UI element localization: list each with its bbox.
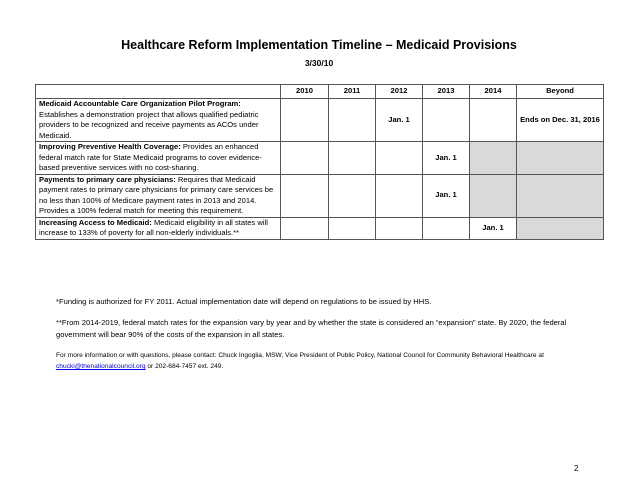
provision-title: Payments to primary care physicians: bbox=[39, 174, 176, 184]
year-cell bbox=[329, 174, 376, 217]
column-header: Beyond bbox=[517, 85, 604, 99]
year-cell: Jan. 1 bbox=[423, 174, 470, 217]
year-cell bbox=[281, 99, 329, 142]
column-header: 2010 bbox=[281, 85, 329, 99]
header-blank-cell bbox=[36, 85, 281, 99]
provision-cell bbox=[36, 217, 281, 239]
year-cell-shaded bbox=[517, 217, 604, 239]
provision-title: Improving Preventive Health Coverage: bbox=[39, 142, 181, 151]
year-cell-shaded bbox=[470, 142, 517, 175]
year-cell bbox=[281, 174, 329, 217]
provision-cell bbox=[36, 174, 281, 217]
column-header: 2011 bbox=[329, 85, 376, 99]
table-header-row bbox=[36, 85, 604, 99]
year-cell bbox=[376, 142, 423, 175]
year-cell bbox=[329, 142, 376, 175]
year-cell-shaded bbox=[517, 142, 604, 175]
column-header: 2012 bbox=[376, 85, 423, 99]
provision-cell bbox=[36, 99, 281, 142]
year-cell: Jan. 1 bbox=[423, 142, 470, 175]
year-cell: Ends on Dec. 31, 2016 bbox=[517, 99, 604, 142]
contact-text: For more information or with questions, please contact: Chuck Ingoglia, MSW, Vice President of Public Policy, National Council for Community Behavioral Healthcare at bbox=[56, 352, 544, 359]
year-cell bbox=[329, 99, 376, 142]
year-cell bbox=[281, 142, 329, 175]
year-cell bbox=[376, 217, 423, 239]
contact-email-link[interactable]: chucki@thenationalcouncil.org bbox=[56, 363, 146, 370]
column-header: 2013 bbox=[423, 85, 470, 99]
page-number: 2 bbox=[574, 464, 579, 473]
year-cell: Jan. 1 bbox=[470, 217, 517, 239]
document-date: 3/30/10 bbox=[304, 58, 334, 68]
provision-title: Medicaid Accountable Care Organization Pilot Program: bbox=[39, 99, 241, 108]
page-title: Healthcare Reform Implementation Timeline – Medicaid Provisions bbox=[121, 38, 517, 52]
column-header: 2014 bbox=[470, 85, 517, 99]
year-cell bbox=[423, 99, 470, 142]
table-row bbox=[36, 217, 604, 239]
contact-phone-text: or 202-684-7457 ext. 249. bbox=[145, 363, 224, 370]
year-cell bbox=[376, 174, 423, 217]
table-row bbox=[36, 99, 604, 142]
year-cell bbox=[423, 217, 470, 239]
table-row bbox=[36, 174, 604, 217]
year-cell: Jan. 1 bbox=[376, 99, 423, 142]
provision-description: Provides an enhanced federal match rate for State Medicaid programs to cover evidence-based preventive services with no cost-sharing. bbox=[39, 142, 262, 172]
year-cell bbox=[329, 217, 376, 239]
provision-description: Medicaid eligibility in all states will increase to 133% of poverty for all non-elderly individuals.** bbox=[39, 217, 268, 237]
year-cell-shaded bbox=[517, 174, 604, 217]
timeline-table bbox=[35, 84, 604, 240]
provision-cell bbox=[36, 142, 281, 175]
provision-description: Establishes a demonstration project that allows qualified pediatric providers to be recognized and receive payments as ACOs under Medicaid. bbox=[39, 109, 259, 140]
table-row bbox=[36, 142, 604, 175]
contact-info bbox=[56, 350, 596, 372]
provision-title: Increasing Access to Medicaid: bbox=[39, 217, 152, 227]
provision-description: Requires that Medicaid payment rates to primary care physicians for primary care services be no less than 100% of Medicare payment rates in 2013 and 2014. Provides a 100% federal match for meeting this requirement. bbox=[39, 174, 274, 215]
year-cell bbox=[470, 99, 517, 142]
footnote-match-rates: **From 2014-2019, federal match rates for the expansion vary by year and by whether the state is considered an “expansion” state. By 2020, the federal government will bear 90% of the costs of the expansion in all states. bbox=[56, 318, 567, 339]
year-cell bbox=[281, 217, 329, 239]
footnote-funding: *Funding is authorized for FY 2011. Actual implementation date will depend on regulations to be issued by HHS. bbox=[56, 297, 432, 306]
year-cell-shaded bbox=[470, 174, 517, 217]
